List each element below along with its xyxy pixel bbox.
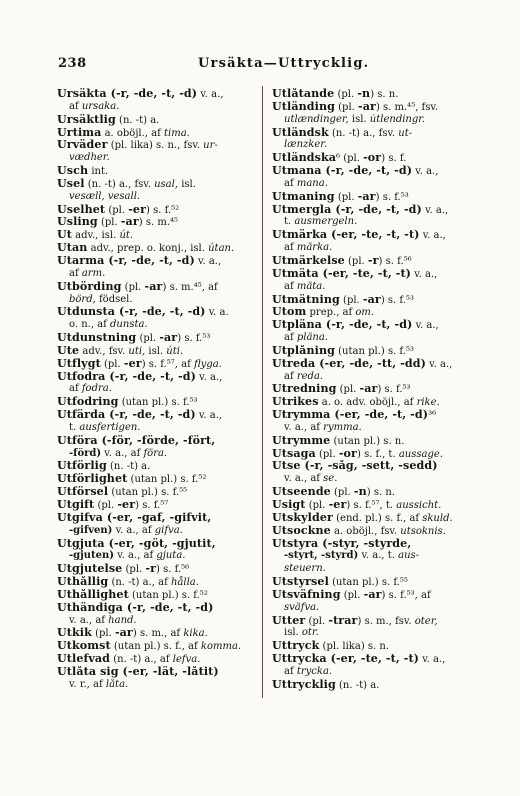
entry-headword-line: Utter (pl. -trar) s. m., fsv. oter, [272,614,438,627]
entry-headword-line: Utmäta (-er, -te, -t, -t) v. a., [272,267,438,280]
entry-continuation-line: af mäta. [284,280,326,292]
entry-continuation-line: af märka. [284,242,333,254]
entry-continuation-line: v. a., af rymma. [284,421,362,433]
entry-headword-line: Utmätning (pl. -ar) s. f.⁵³ [272,293,414,306]
entry-continuation-line: vesæll, vesall. [69,190,141,202]
column-divider [262,86,263,698]
entry-headword-line: Utarma (-r, -de, -t, -d) v. a., [57,254,222,267]
entry-headword-line: Usigt (pl. -er) s. f.⁵⁷, t. aussicht. [272,499,442,511]
entry-headword-line: Utförsel (utan pl.) s. f.⁵⁵ [57,486,188,499]
entry-headword-line: Utkomst (utan pl.) s. f., af komma. [57,640,242,653]
entry-headword-line: Utländsk (n. -t) a., fsv. ut- [272,126,413,139]
entry-continuation-line: af pläna. [284,332,328,344]
entry-headword-line: Utflygt (pl. -er) s. f.⁵⁷, af flyga. [57,357,222,370]
page-header [58,56,478,74]
entry-continuation-line: vædher. [69,152,110,164]
entry-headword-line: Utseende (pl. -n) s. n. [272,486,395,499]
entry-headword-line: Utrymme (utan pl.) s. n. [272,434,405,447]
entry-continuation-line: utlændinger, isl. útlendingr. [284,113,426,125]
page-number: 238 [58,56,87,71]
entry-headword-line: Utdunsta (-r, -de, -t, -d) v. a. [57,306,229,319]
entry-headword-line: Utländing (pl. -ar) s. m.⁴⁵, fsv. [272,100,439,113]
entry-headword-line: Uselhet (pl. -er) s. f.⁵² [57,203,180,216]
entry-headword-line: Utgjutelse (pl. -r) s. f.⁵⁶ [57,563,190,576]
entry-headword-line: Usling (pl. -ar) s. m.⁴⁵ [57,216,179,229]
entry-headword-line: Utrikes a. o. adv. oböjl., af rike. [272,396,440,409]
entry-headword-line: Urväder (pl. lika) s. n., fsv. ur- [57,139,218,152]
entry-continuation-line: o. n., af dunsta. [69,319,148,331]
entry-headword-line: Utplåning (utan pl.) s. f.⁵³ [272,344,414,357]
entry-headword-line: Urtima a. oböjl., af tima. [57,126,190,139]
entry-headword-line: Utförlighet (utan pl.) s. f.⁵² [57,473,207,486]
entry-headword-line: Utpläna (-r, -de, -t, -d) v. a., [272,319,439,332]
entry-continuation-line: t. ausmergeln. [284,216,358,228]
entry-continuation-line: v. a., af se. [284,473,338,485]
entry-continuation-line: -gjuten) v. a., af gjuta. [69,550,186,562]
entry-headword-line: Utfodra (-r, -de, -t, -d) v. a., [57,370,223,383]
entry-headword-line: Uthändiga (-r, -de, -t, -d) [57,601,214,614]
entry-headword-line: Utdunstning (pl. -ar) s. f.⁵³ [57,332,211,345]
entry-continuation-line: af mana. [284,177,328,189]
entry-continuation-line: v. r., af låta. [69,678,129,690]
entry-headword-line: Utom prep., af om. [272,306,375,319]
entry-continuation-line: af reda. [284,370,324,382]
entry-continuation-line: -styrt, -styrd) v. a., t. aus- [284,550,420,562]
entry-headword-line: Ut adv., isl. út. [57,229,134,242]
entry-headword-line: Utskylder (end. pl.) s. f., af skuld. [272,511,453,524]
right-column [272,88,478,692]
entry-continuation-line: af fodra. [69,383,112,395]
entry-headword-line: Utlefvad (n. -t) a., af lefva. [57,653,201,666]
entry-headword-line: Ursäkta (-r, -de, -t, -d) v. a., [57,88,224,100]
entry-continuation-line: lænzker. [284,139,328,151]
entry-headword-line: Usch int. [57,165,109,178]
entry-headword-line: Utrymma (-er, -de, -t, -d)³⁶ [272,409,437,422]
entry-headword-line: Utsväfning (pl. -ar) s. f.⁵³, af [272,588,431,601]
entry-headword-line: Utgjuta (-er, -göt, -gjutit, [57,537,216,550]
entry-headword-line: Utreda (-er, -de, -tt, -dd) v. a., [272,357,453,370]
entry-continuation-line: isl. otr. [284,627,319,639]
entry-headword-line: Utsockne a. oböjl., fsv. utsoknis. [272,524,446,537]
entry-headword-line: Utmergla (-r, -de, -t, -d) v. a., [272,203,449,216]
entry-headword-line: Ursäktlig (n. -t) a. [57,113,160,126]
entry-headword-line: Utan adv., prep. o. konj., isl. útan. [57,242,235,255]
entry-headword-line: Usel (n. -t) a., fsv. usal, isl. [57,177,196,190]
entry-continuation-line: af arm. [69,267,106,279]
entry-headword-line: Utmana (-r, -de, -t, -d) v. a., [272,165,439,178]
running-title: Ursäkta—Uttrycklig. [198,56,370,71]
entry-continuation-line: t. ausfertigen. [69,421,141,433]
entry-headword-line: Uttryck (pl. lika) s. n. [272,640,390,653]
entry-headword-line: Utlåta sig (-er, -lät, -låtit) [57,665,219,678]
entry-headword-line: Utmärkelse (pl. -r) s. f.⁵⁶ [272,254,412,267]
left-column [57,88,257,692]
entry-headword-line: Uttrycka (-er, -te, -t, -t) v. a., [272,653,446,666]
entry-headword-line: Utgifva (-er, -gaf, -gifvit, [57,511,212,524]
entry-continuation-line: af trycka. [284,665,333,677]
entry-headword-line: Utkik (pl. -ar) s. m., af kika. [57,627,208,640]
entry-headword-line: Utstyra (-styr, -styrde, [272,537,412,550]
entry-headword-line: Uttrycklig (n. -t) a. [272,678,380,691]
entry-continuation-line: af ursaka. [69,100,120,112]
entry-headword-line: Utgift (pl. -er) s. f.⁵⁷ [57,499,169,511]
entry-continuation-line: -förd) v. a., af föra. [69,447,168,459]
entry-headword-line: Utstyrsel (utan pl.) s. f.⁵⁵ [272,576,408,589]
entry-headword-line: Utlåtande (pl. -n) s. n. [272,88,399,100]
entry-headword-line: Uthållig (n. -t) a., af hålla. [57,576,199,589]
entry-headword-line: Utredning (pl. -ar) s. f.⁵³ [272,383,411,396]
entry-headword-line: Utse (-r, -såg, -sett, -sedd) [272,460,438,473]
entry-headword-line: Utbörding (pl. -ar) s. m.⁴⁵, af [57,280,218,293]
entry-continuation-line: sväfva. [284,601,320,613]
entry-headword-line: Utmärka (-er, -te, -t, -t) v. a., [272,229,446,242]
entry-headword-line: Utförlig (n. -t) a. [57,460,151,473]
entry-headword-line: Uthållighet (utan pl.) s. f.⁵² [57,588,208,601]
entry-headword-line: Ute adv., fsv. uti, isl. úti. [57,344,184,357]
entry-continuation-line: v. a., af hand. [69,614,137,626]
entry-continuation-line: steuern. [284,563,326,575]
entry-headword-line: Utfärda (-r, -de, -t, -d) v. a., [57,409,223,422]
entry-continuation-line: -gifven) v. a., af gifva. [69,524,183,536]
entry-headword-line: Utländska⁶ (pl. -or) s. f. [272,152,407,165]
entry-headword-line: Utsaga (pl. -or) s. f., t. aussage. [272,447,443,460]
entry-headword-line: Utfodring (utan pl.) s. f.⁵³ [57,396,198,409]
entry-continuation-line: börd, födsel. [69,293,133,305]
entry-headword-line: Utmaning (pl. -ar) s. f.⁵³ [272,190,409,203]
entry-headword-line: Utföra (-för, -förde, -fört, [57,434,216,447]
